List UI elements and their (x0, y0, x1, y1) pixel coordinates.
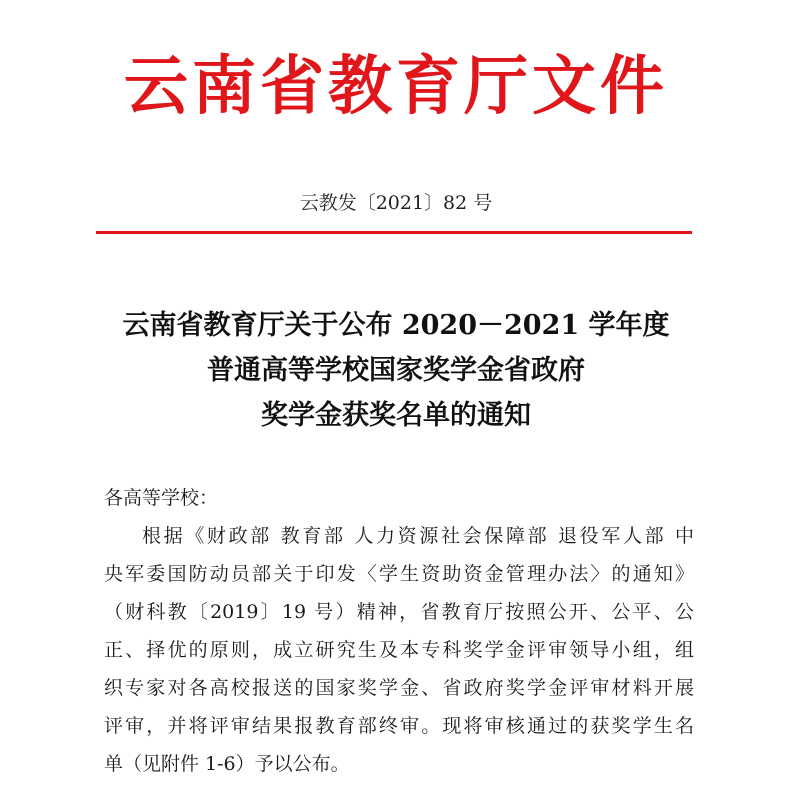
addressee: 各高等学校： (104, 487, 219, 509)
body-line-4: 正、择优的原则，成立研究生及本专科奖学金评审领导小组，组 (104, 639, 694, 661)
red-divider-line (96, 231, 692, 234)
body-line-3: （财科教〔2019〕19 号）精神，省教育厅按照公开、公平、公 (104, 601, 694, 623)
body-line-7: 单（见附件 1-6）予以公布。 (104, 753, 350, 775)
title-line-2: 普通高等学校国家奖学金省政府 (207, 355, 585, 386)
body-line-6: 评审，并将评审结果报教育部终审。现将审核通过的获奖学生名 (104, 715, 694, 737)
document-number: 云教发〔2021〕82 号 (299, 192, 493, 214)
body-line-1: 根据《财政部 教育部 人力资源社会保障部 退役军人部 中 (142, 525, 694, 547)
document-header-title: 云南省教育厅文件 (124, 49, 668, 124)
document-title (0, 303, 792, 438)
body-line-5: 织专家对各高校报送的国家奖学金、省政府奖学金评审材料开展 (104, 677, 694, 699)
body-line-2: 央军委国防动员部关于印发〈学生资助资金管理办法〉的通知》 (104, 563, 694, 585)
title-line-3: 奖学金获奖名单的通知 (261, 400, 531, 431)
title-line-1: 云南省教育厅关于公布 2020－2021 学年度 (122, 310, 670, 341)
